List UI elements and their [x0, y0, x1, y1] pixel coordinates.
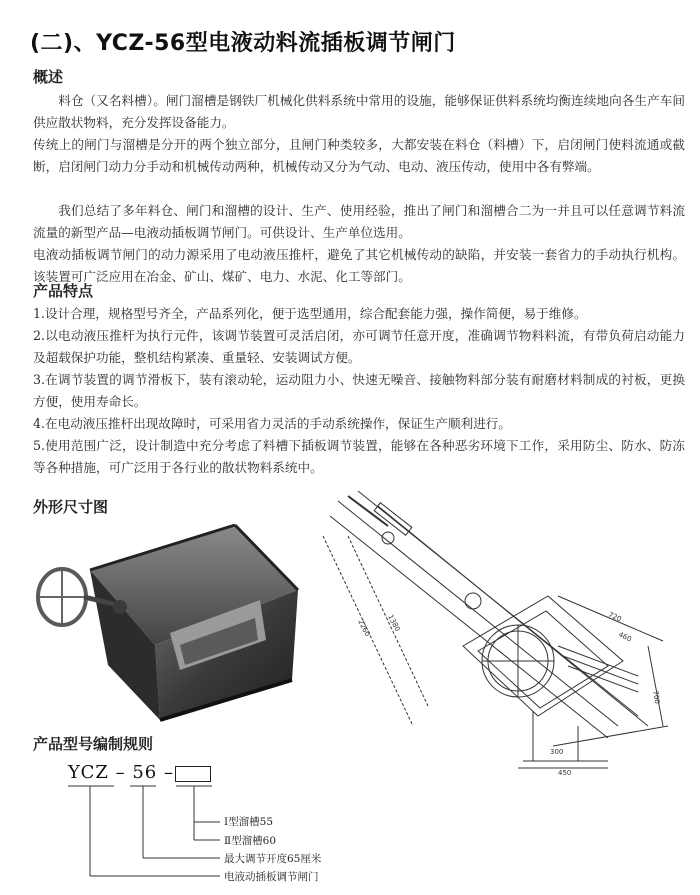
dimension-drawing	[318, 476, 674, 776]
model-rule-heading: 产品型号编制规则	[33, 735, 154, 753]
overview-paragraph-2: 传统上的闸门与溜槽是分开的两个独立部分，且闸门种类较多，大都安装在料仓（料槽）下，启闭闸门使料流通或截断，启闭闸门动力分手动和机械传动两种，机械传动又分为气动、电动、液压传动，使用中各有弊端。	[33, 137, 685, 174]
overview-paragraph-1: 料仓（又名料槽）。闸门溜槽是钢铁厂机械化供料系统中常用的设施，能够保证供料系统均衡连续地向各生产车间供应散状物料，充分发挥设备能力。	[33, 93, 685, 130]
feature-item-1: 1.设计合理，规格型号齐全，产品系列化，便于选型通用，综合配套能力强，操作简便，易于维修。	[33, 306, 587, 321]
dimension-heading: 外形尺寸图	[33, 498, 109, 516]
page-title: (二)、YCZ-56型电液动料流插板调节闸门	[30, 31, 456, 56]
product-photo	[30, 515, 300, 725]
overview-heading: 概述	[33, 68, 64, 86]
dim-label-700: 700	[651, 689, 662, 705]
model-code-number: 56	[132, 762, 158, 783]
model-code-prefix: YCZ	[68, 762, 109, 783]
overview-paragraph-3: 我们总结了多年料仓、闸门和溜槽的设计、生产、使用经验，推出了闸门和溜槽合二为一并且可以任意调节料流流量的新型产品—电液动插板调节闸门。可供设计、生产单位选用。	[33, 203, 685, 240]
feature-item-4: 4.在电动液压推杆出现故障时，可采用省力灵活的手动系统操作，保证生产顺利进行。	[33, 416, 511, 431]
legend-item-product-name: 电液动插板调节闸门	[224, 871, 319, 883]
legend-item-type2: Ⅱ型溜槽60	[224, 835, 276, 847]
dim-label-300: 300	[550, 748, 564, 756]
feature-item-5: 5.使用范围广泛，设计制造中充分考虑了料槽下插板调节装置，能够在各种恶劣环境下工作，采用防尘、防水、防冻等各种措施，可广泛用于各行业的散状物料系统中。	[33, 438, 685, 475]
overview-paragraph-4: 电液动插板调节闸门的动力源采用了电动液压推杆，避免了其它机械传动的缺陷，并安装一套省力的手动执行机构。该装置可广泛应用在冶金、矿山、煤矿、电力、水泥、化工等部门。	[33, 247, 685, 284]
legend-item-type1: Ⅰ型溜槽55	[224, 816, 274, 828]
legend-item-max-opening: 最大调节开度65厘米	[224, 853, 322, 865]
dim-label-460: 460	[617, 630, 633, 644]
features-heading: 产品特点	[33, 282, 94, 300]
model-code: YCZ – 56 –	[68, 762, 174, 783]
feature-item-3: 3.在调节装置的调节滑板下，装有滚动轮，运动阻力小、快速无噪音、接触物料部分装有耐磨材料制成的衬板，更换方便，使用寿命长。	[33, 372, 685, 409]
dim-label-2260: 2260	[356, 618, 372, 638]
dim-label-1380: 1380	[386, 613, 402, 633]
legend-connectors	[60, 780, 240, 890]
dim-label-450: 450	[558, 769, 572, 776]
dim-label-720: 720	[607, 610, 623, 624]
feature-item-2: 2.以电动液压推杆为执行元件，该调节装置可灵活启闭，亦可调节任意开度，准确调节物料料流，有带负荷启动能力及超载保护功能，整机结构紧凑、重量轻、安装调试方便。	[33, 328, 685, 365]
